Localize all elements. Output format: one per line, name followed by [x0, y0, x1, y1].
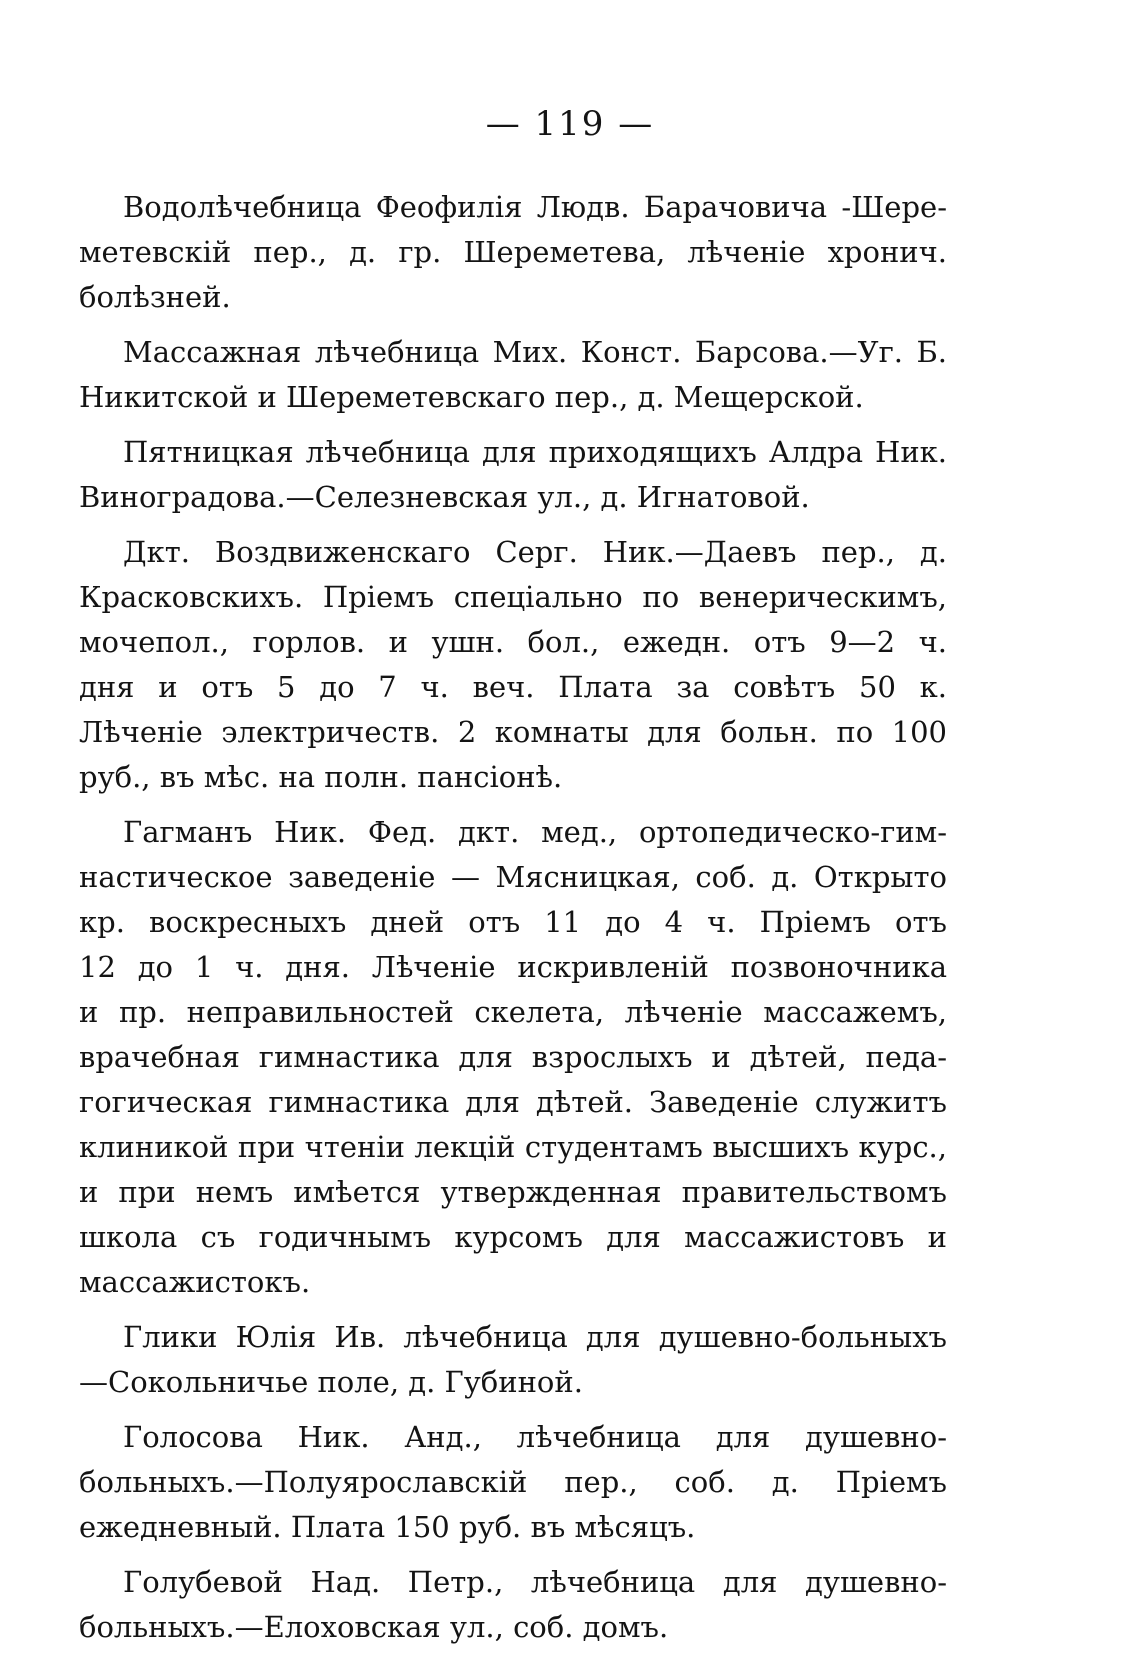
entry-line: кр. воскресныхъ дней отъ 11 до 4 ч. Пріемъ отъ	[79, 905, 947, 939]
entry-line: Гагманъ Ник. Фед. дкт. мед., ортопедическо-гим-	[123, 815, 947, 849]
entry-line: и при немъ имѣется утвержденная правительствомъ	[79, 1175, 947, 1209]
entry-golosova	[79, 1415, 947, 1550]
entry-line: Голубевой Над. Петр., лѣчебница для душевно-	[123, 1565, 947, 1599]
entry-line: врачебная гимнастика для взрослыхъ и дѣтей, педа-	[79, 1040, 947, 1074]
entry-line: —Сокольничье поле, д. Губиной.	[79, 1365, 583, 1399]
entry-line: Голосова Ник. Анд., лѣчебница для душевно-	[123, 1420, 947, 1454]
entry-line: Лѣченіе электричеств. 2 комнаты для больн. по 100	[79, 715, 947, 749]
entry-gliki	[79, 1315, 947, 1405]
entry-line: метевскій пер., д. гр. Шереметева, лѣченіе хронич.	[79, 235, 947, 269]
entry-vodolechebnitsa-baranovicha	[79, 185, 947, 320]
page-number: — 119 —	[485, 104, 655, 144]
entry-line: Глики Юлія Ив. лѣчебница для душевно-больныхъ	[123, 1320, 947, 1354]
entry-line: Виноградова.—Селезневская ул., д. Игнатовой.	[79, 480, 810, 514]
entry-line: больныхъ.—Полуярославскій пер., соб. д. Пріемъ	[79, 1465, 947, 1499]
entry-line: гогическая гимнастика для дѣтей. Заведеніе служитъ	[79, 1085, 947, 1119]
entry-line: Массажная лѣчебница Мих. Конст. Барсова.—Уг. Б.	[123, 335, 947, 369]
entry-gagman	[79, 810, 947, 1305]
entry-golubevoy	[79, 1560, 947, 1650]
entry-massazhnaya-barsova	[79, 330, 947, 420]
entry-line: 12 до 1 ч. дня. Лѣченіе искривленій позвоночника	[79, 950, 947, 984]
entry-line: болѣзней.	[79, 280, 231, 314]
entry-line: дня и отъ 5 до 7 ч. веч. Плата за совѣтъ 50 к.	[79, 670, 947, 704]
entries-list	[79, 185, 947, 1660]
entry-pyatnitskaya	[79, 430, 947, 520]
entry-line: Пятницкая лѣчебница для приходящихъ Алдра Ник.	[123, 435, 947, 469]
entry-line: мочепол., горлов. и ушн. бол., ежедн. отъ 9—2 ч.	[79, 625, 947, 659]
entry-line: Дкт. Воздвиженскаго Серг. Ник.—Даевъ пер., д.	[123, 535, 947, 569]
entry-line: руб., въ мѣс. на полн. пансіонѣ.	[79, 760, 563, 794]
entry-line: и пр. неправильностей скелета, лѣченіе массажемъ,	[79, 995, 947, 1029]
entry-line: Никитской и Шереметевскаго пер., д. Мещерской.	[79, 380, 864, 414]
entry-line: настическое заведеніе — Мясницкая, соб. д. Открыто	[79, 860, 947, 894]
entry-line: ежедневный. Плата 150 руб. въ мѣсяцъ.	[79, 1510, 696, 1544]
entry-line: клиникой при чтеніи лекцій студентамъ высшихъ курс.,	[79, 1130, 947, 1164]
entry-line: школа съ годичнымъ курсомъ для массажистовъ и	[79, 1220, 947, 1254]
entry-line: массажистокъ.	[79, 1265, 311, 1299]
entry-line: Водолѣчебница Феофилія Людв. Барачовича -Шере-	[123, 190, 947, 224]
entry-line: Красковскихъ. Пріемъ спеціально по венерическимъ,	[79, 580, 947, 614]
entry-vozdvizhenskago	[79, 530, 947, 800]
entry-line: больныхъ.—Елоховская ул., соб. домъ.	[79, 1610, 669, 1644]
